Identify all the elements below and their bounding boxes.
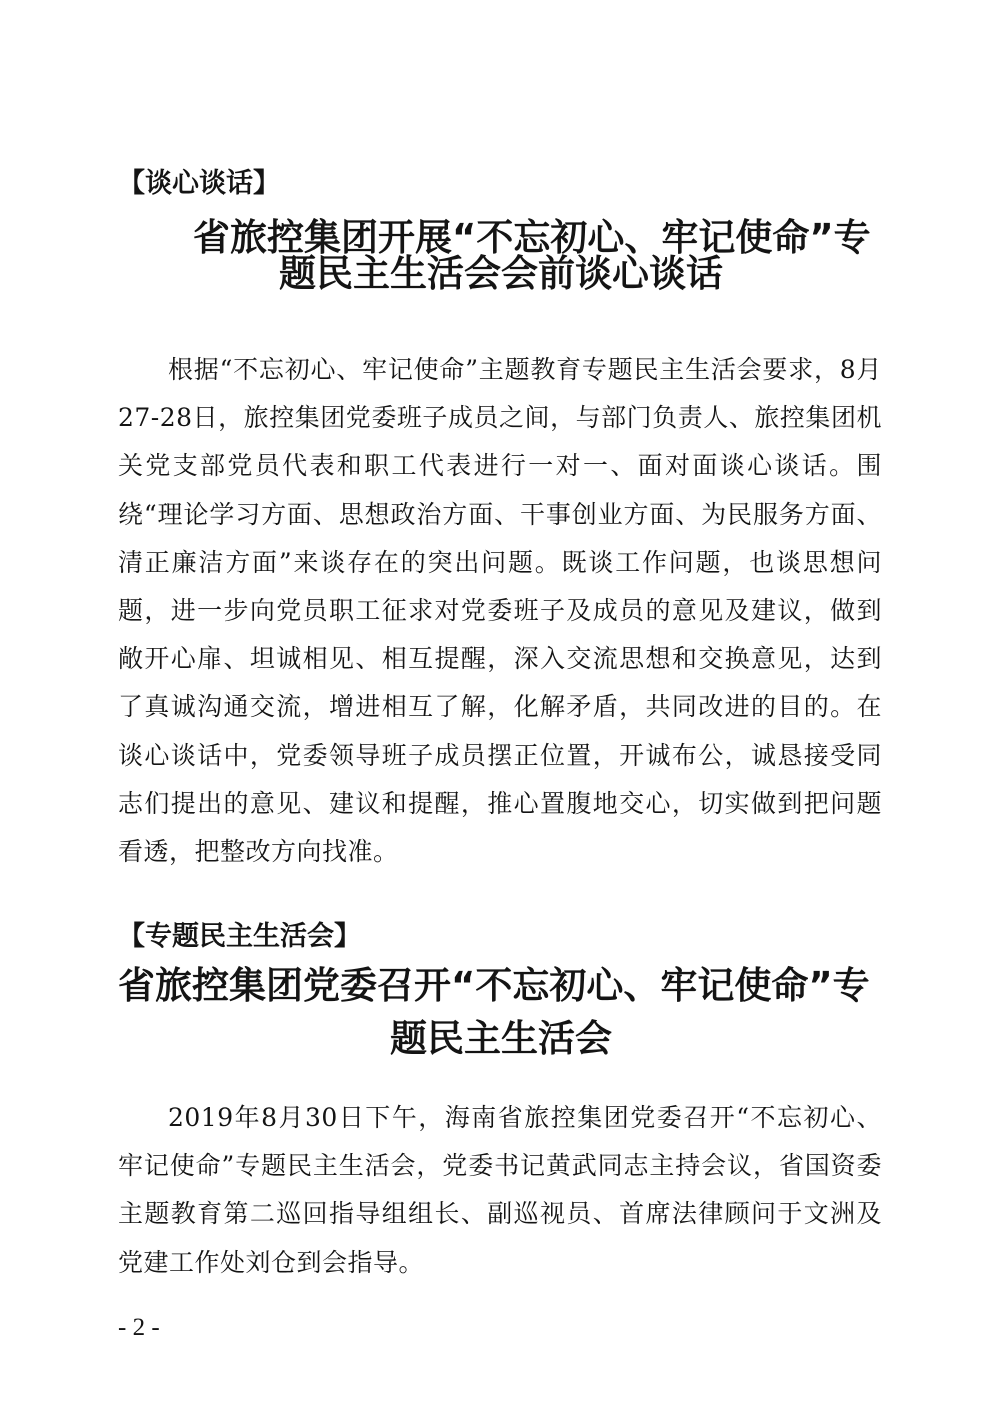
article-body-talk: 根据“不忘初心、牢记使命”主题教育专题民主生活会要求，8月27-28日，旅控集团党委班子成员之间，与部门负责人、旅控集团机关党支部党员代表和职工代表进行一对一、面对面谈心谈话。围绕“理论学习方面、思想政治方面、干事创业方面、为民服务方面、清正廉洁方面”来谈存在的突出问题。既谈工作问题，也谈思想问题，进一步向党员职工征求对党委班子及成员的意见及建议，做到敞开心扉、坦诚相见、相互提醒，深入交流思想和交换意见，达到了真诚沟通交流，增进相互了解，化解矛盾，共同改进的目的。在谈心谈话中，党委领导班子成员摆正位置，开诚布公，诚恳接受同志们提出的意见、建议和提醒，推心置腹地交心，切实做到把问题看透，把整改方向找准。 [118, 355, 882, 867]
section-tag-talk: 【谈心谈话】 [118, 168, 280, 199]
page-number: - 2 - [118, 1314, 160, 1341]
article-title-talk-line1: 省旅控集团开展“不忘初心、牢记使命”专 [193, 216, 871, 259]
article-title-meeting-line1: 省旅控集团党委召开“不忘初心、牢记使命”专 [118, 964, 870, 1007]
article-title-meeting-line2: 题民主生活会 [390, 1017, 612, 1060]
article-body-meeting: 2019年8月30日下午，海南省旅控集团党委召开“不忘初心、牢记使命”专题民主生活会，党委书记黄武同志主持会议，省国资委主题教育第二巡回指导组组长、副巡视员、首席法律顾问于文洲及党建工作处刘仓到会指导。 [118, 1103, 882, 1277]
article-title-talk-line2: 题民主生活会会前谈心谈话 [279, 252, 723, 295]
section-tag-meeting: 【专题民主生活会】 [118, 921, 361, 952]
